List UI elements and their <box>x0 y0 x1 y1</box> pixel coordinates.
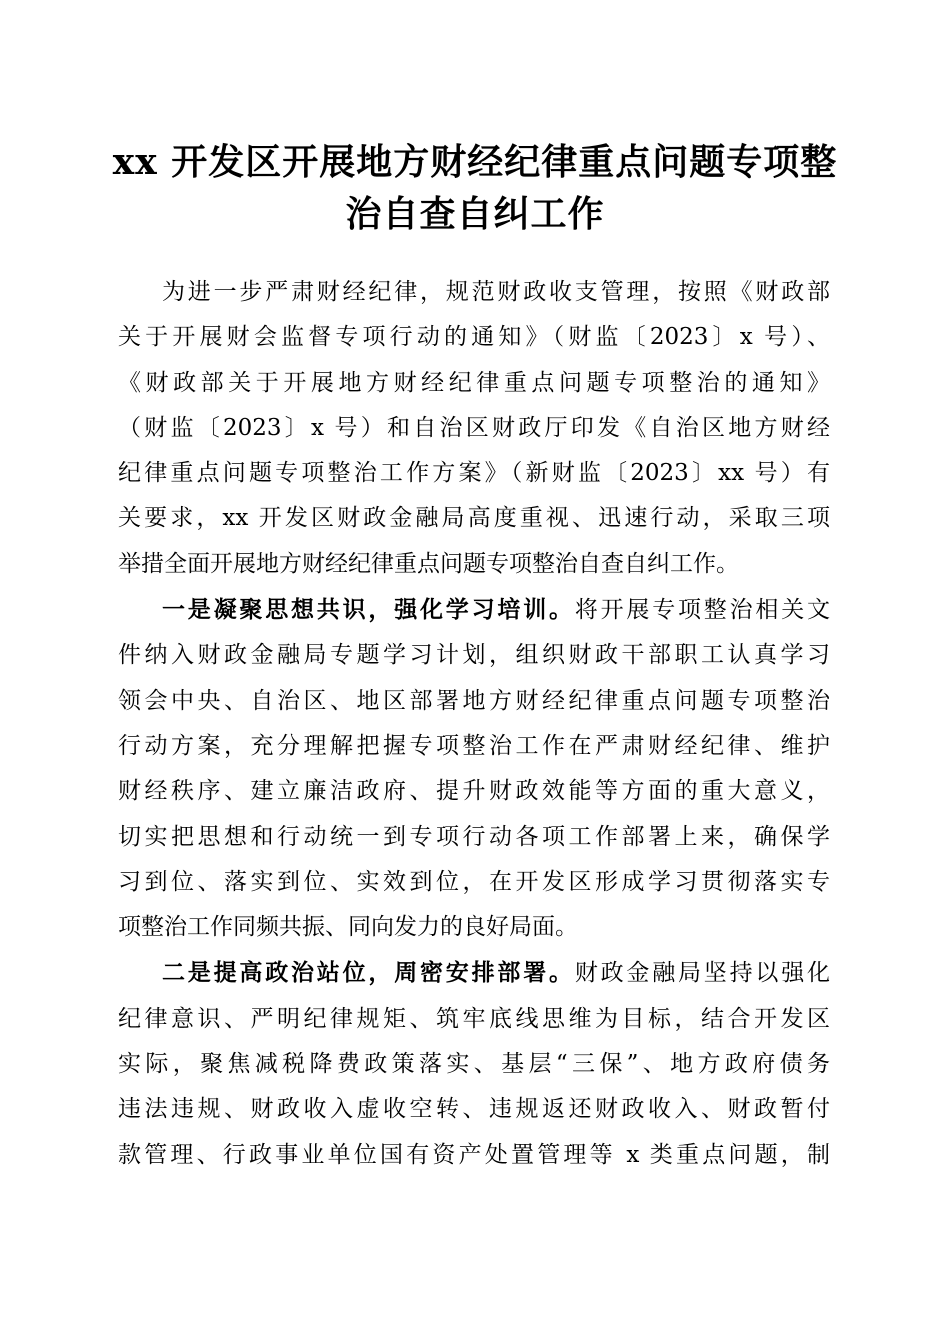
text-line: 项整治工作同频共振、同向发力的良好局面。 <box>118 914 578 941</box>
text-line <box>118 950 830 996</box>
title-line-1: xx 开发区开展地方财经纪律重点问题专项整 <box>112 141 838 183</box>
text-line: 举措全面开展地方财经纪律重点问题专项整治自查自纠工作。 <box>118 550 739 577</box>
paragraph-intro <box>118 270 830 587</box>
text-line: 领会中央、自治区、地区部署地方财经纪律重点问题专项整治 <box>118 687 830 714</box>
text-line: 《财政部关于开展地方财经纪律重点问题专项整治的通知》 <box>118 369 830 396</box>
text-line: 纪律重点问题专项整治工作方案》（新财监〔2023〕xx 号）有 <box>118 460 830 487</box>
text-line: 实际，聚焦减税降费政策落实、基层“三保”、地方政府债务 <box>118 1051 830 1078</box>
paragraph-point-2 <box>118 950 830 1177</box>
text-line: （财监〔2023〕x 号）和自治区财政厅印发《自治区地方财经 <box>118 414 830 441</box>
document-body <box>118 270 830 1178</box>
text-line: 款管理、行政事业单位国有资产处置管理等 x 类重点问题，制 <box>118 1141 830 1168</box>
text-line: 为进一步严肃财经纪律，规范财政收支管理，按照《财政部 <box>162 279 830 305</box>
text-line: 关于开展财会监督专项行动的通知》（财监〔2023〕x 号）、 <box>118 324 830 351</box>
text-line: 违法违规、财政收入虚收空转、违规返还财政收入、财政暂付 <box>118 1096 830 1123</box>
text-line: 纪律意识、严明纪律规矩、筑牢底线思维为目标，结合开发区 <box>118 1005 830 1032</box>
paragraph-lead-heading: 一是凝聚思想共识，强化学习培训。 <box>162 596 575 624</box>
text-line: 切实把思想和行动统一到专项行动各项工作部署上来，确保学 <box>118 823 830 850</box>
paragraph-point-1 <box>118 587 830 950</box>
text-line: 习到位、落实到位、实效到位，在开发区形成学习贯彻落实专 <box>118 868 830 895</box>
text-line: 财经秩序、建立廉洁政府、提升财政效能等方面的重大意义， <box>118 778 830 805</box>
paragraph-lead-rest: 将开展专项整治相关文 <box>574 597 831 624</box>
document-title <box>110 136 840 240</box>
paragraph-lead-rest: 财政金融局坚持以强化 <box>574 960 831 987</box>
title-line-2: 治自查自纠工作 <box>345 193 605 235</box>
text-line: 件纳入财政金融局专题学习计划，组织财政干部职工认真学习 <box>118 642 830 669</box>
text-line: 行动方案，充分理解把握专项整治工作在严肃财经纪律、维护 <box>118 732 830 759</box>
paragraph-lead-heading: 二是提高政治站位，周密安排部署。 <box>162 959 575 987</box>
text-line <box>118 587 830 633</box>
text-line: 关要求，xx 开发区财政金融局高度重视、迅速行动，采取三项 <box>118 505 830 532</box>
